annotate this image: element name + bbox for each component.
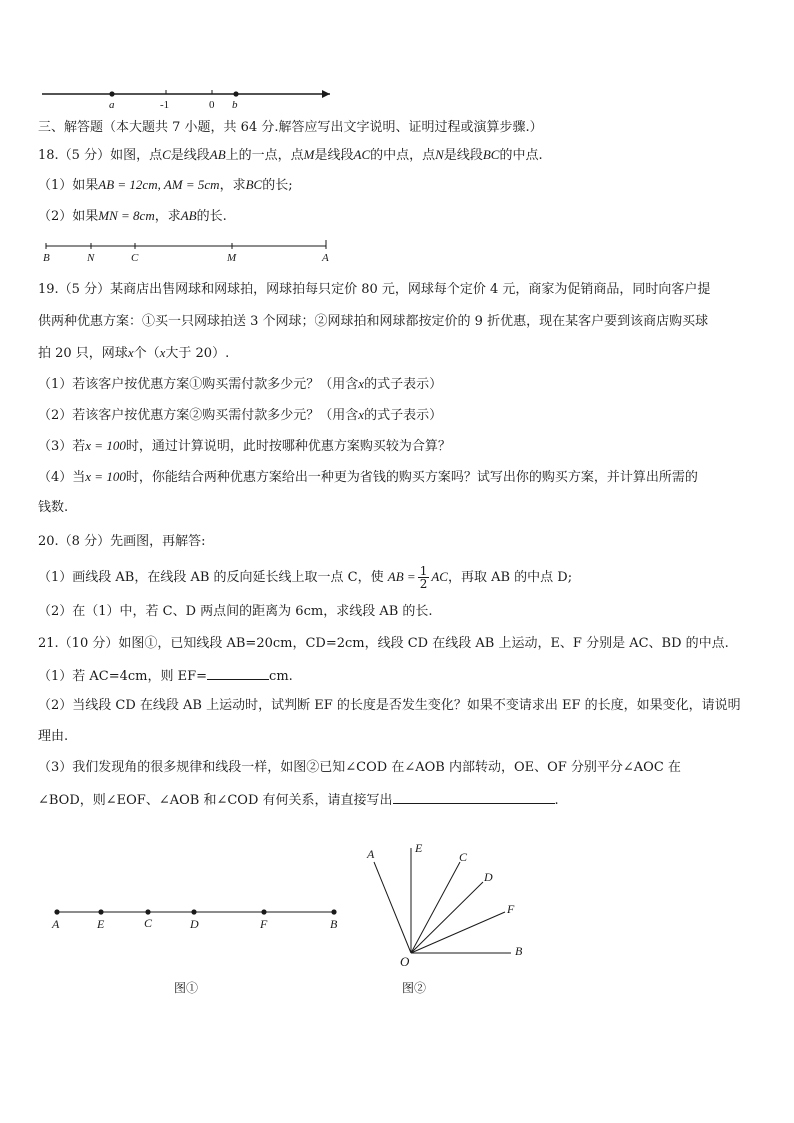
label-zero: 0 (209, 99, 215, 111)
figure-2-angles (366, 841, 523, 995)
fig2-O: O (400, 954, 410, 969)
fig18-M: M (227, 252, 237, 264)
q21-heading: 21.（10 分）如图①，已知线段 AB=20cm，CD=2cm，线段 CD 在线段 AB 上运动，E、F 分别是 AC、BD 的中点. (38, 636, 729, 651)
fig1-C: C (144, 916, 153, 930)
fig2-D: D (484, 870, 493, 884)
answer-blank-ef[interactable] (207, 667, 269, 680)
fig18-C: C (131, 252, 139, 264)
fig2-A: A (367, 847, 375, 861)
fig1-caption: 图① (174, 981, 199, 995)
fig1-A: A (52, 917, 60, 931)
q21-part2-cont: 理由. (38, 729, 69, 744)
fig1-F: F (260, 917, 268, 931)
q19-part3: （3）若x = 100时，通过计算说明，此时按哪种优惠方案购买较为合算？ (38, 438, 451, 454)
answer-blank-relation[interactable] (393, 791, 555, 804)
q19-part1: （1）若该客户按优惠方案①购买需付款多少元？（用含x的式子表示） (38, 376, 443, 392)
fig1-B: B (330, 917, 338, 931)
fig18-A: A (322, 252, 329, 264)
q19-line1: 19.（5 分）某商店出售网球和网球拍，网球拍每只定价 80 元，网球每个定价 4 元，商家为促销商品，同时向客户提 (38, 282, 711, 297)
fig18-B: B (43, 252, 50, 264)
label-b: b (232, 99, 238, 111)
fig2-E: E (415, 841, 423, 855)
fig1-D: D (190, 917, 199, 931)
q21-part2: （2）当线段 CD 在线段 AB 上运动时，试判断 EF 的长度是否发生变化？如果不变请求出 EF 的长度，如果变化，请说明 (38, 698, 741, 713)
q18-heading: 18.（5 分）如图，点C是线段AB上的一点，点M是线段AC的中点，点N是线段BC的中点. (38, 147, 543, 163)
label-neg1: -1 (160, 99, 170, 111)
fig2-F: F (507, 902, 515, 916)
label-a: a (109, 99, 115, 111)
q20-heading: 20.（8 分）先画图，再解答: (38, 534, 206, 549)
q19-line2: 供两种优惠方案：①买一只网球拍送 3 个网球；②网球拍和网球都按定价的 9 折优惠，现在某客户要到该商店购买球 (38, 314, 709, 329)
q20-part2: （2）在（1）中，若 C、D 两点间的距离为 6cm，求线段 AB 的长. (38, 604, 433, 619)
q20-part1: （1）画线段 AB，在线段 AB 的反向延长线上取一点 C，使 AB = $\frac{1}{2}$ AC，再取 AB 的中点 D; (38, 564, 573, 591)
figure-1-segment (51, 909, 338, 995)
q21-part3: （3）我们发现角的很多规律和线段一样，如图②已知∠COD 在∠AOB 内部转动，OE、OF 分别平分∠AOC 在 (38, 760, 681, 775)
q19-part2: （2）若该客户按优惠方案②购买需付款多少元？（用含x的式子表示） (38, 407, 443, 423)
fig18-N: N (87, 252, 95, 264)
fig2-B: B (515, 944, 523, 958)
fig2-caption: 图② (402, 981, 427, 995)
fig2-C: C (459, 850, 468, 864)
q19-line3: 拍 20 只，网球x个（x大于 20）. (38, 345, 230, 361)
q21-part1: （1）若 AC=4cm，则 EF= cm. (38, 669, 293, 684)
fig1-E: E (97, 917, 105, 931)
q21-part3-cont: ∠BOD，则∠EOF、∠AOB 和∠COD 有何关系，请直接写出 . (38, 793, 559, 808)
fraction-one-half: $\frac{1}{2}$ (419, 564, 428, 591)
number-line (42, 90, 330, 111)
q18-segment-figure (43, 240, 329, 264)
q18-part2: （2）如果MN = 8cm，求AB的长. (38, 208, 227, 224)
q18-part1: （1）如果AB = 12cm, AM = 5cm，求BC的长; (38, 177, 293, 193)
q19-part4: （4）当x = 100时，你能结合两种优惠方案给出一种更为省钱的购买方案吗？试写出你的购买方案，并计算出所需的 (38, 469, 698, 485)
q19-part4-cont: 钱数. (38, 500, 69, 515)
section-title: 三、解答题（本大题共 7 小题，共 64 分.解答应写出文字说明、证明过程或演算步骤.） (38, 120, 543, 135)
